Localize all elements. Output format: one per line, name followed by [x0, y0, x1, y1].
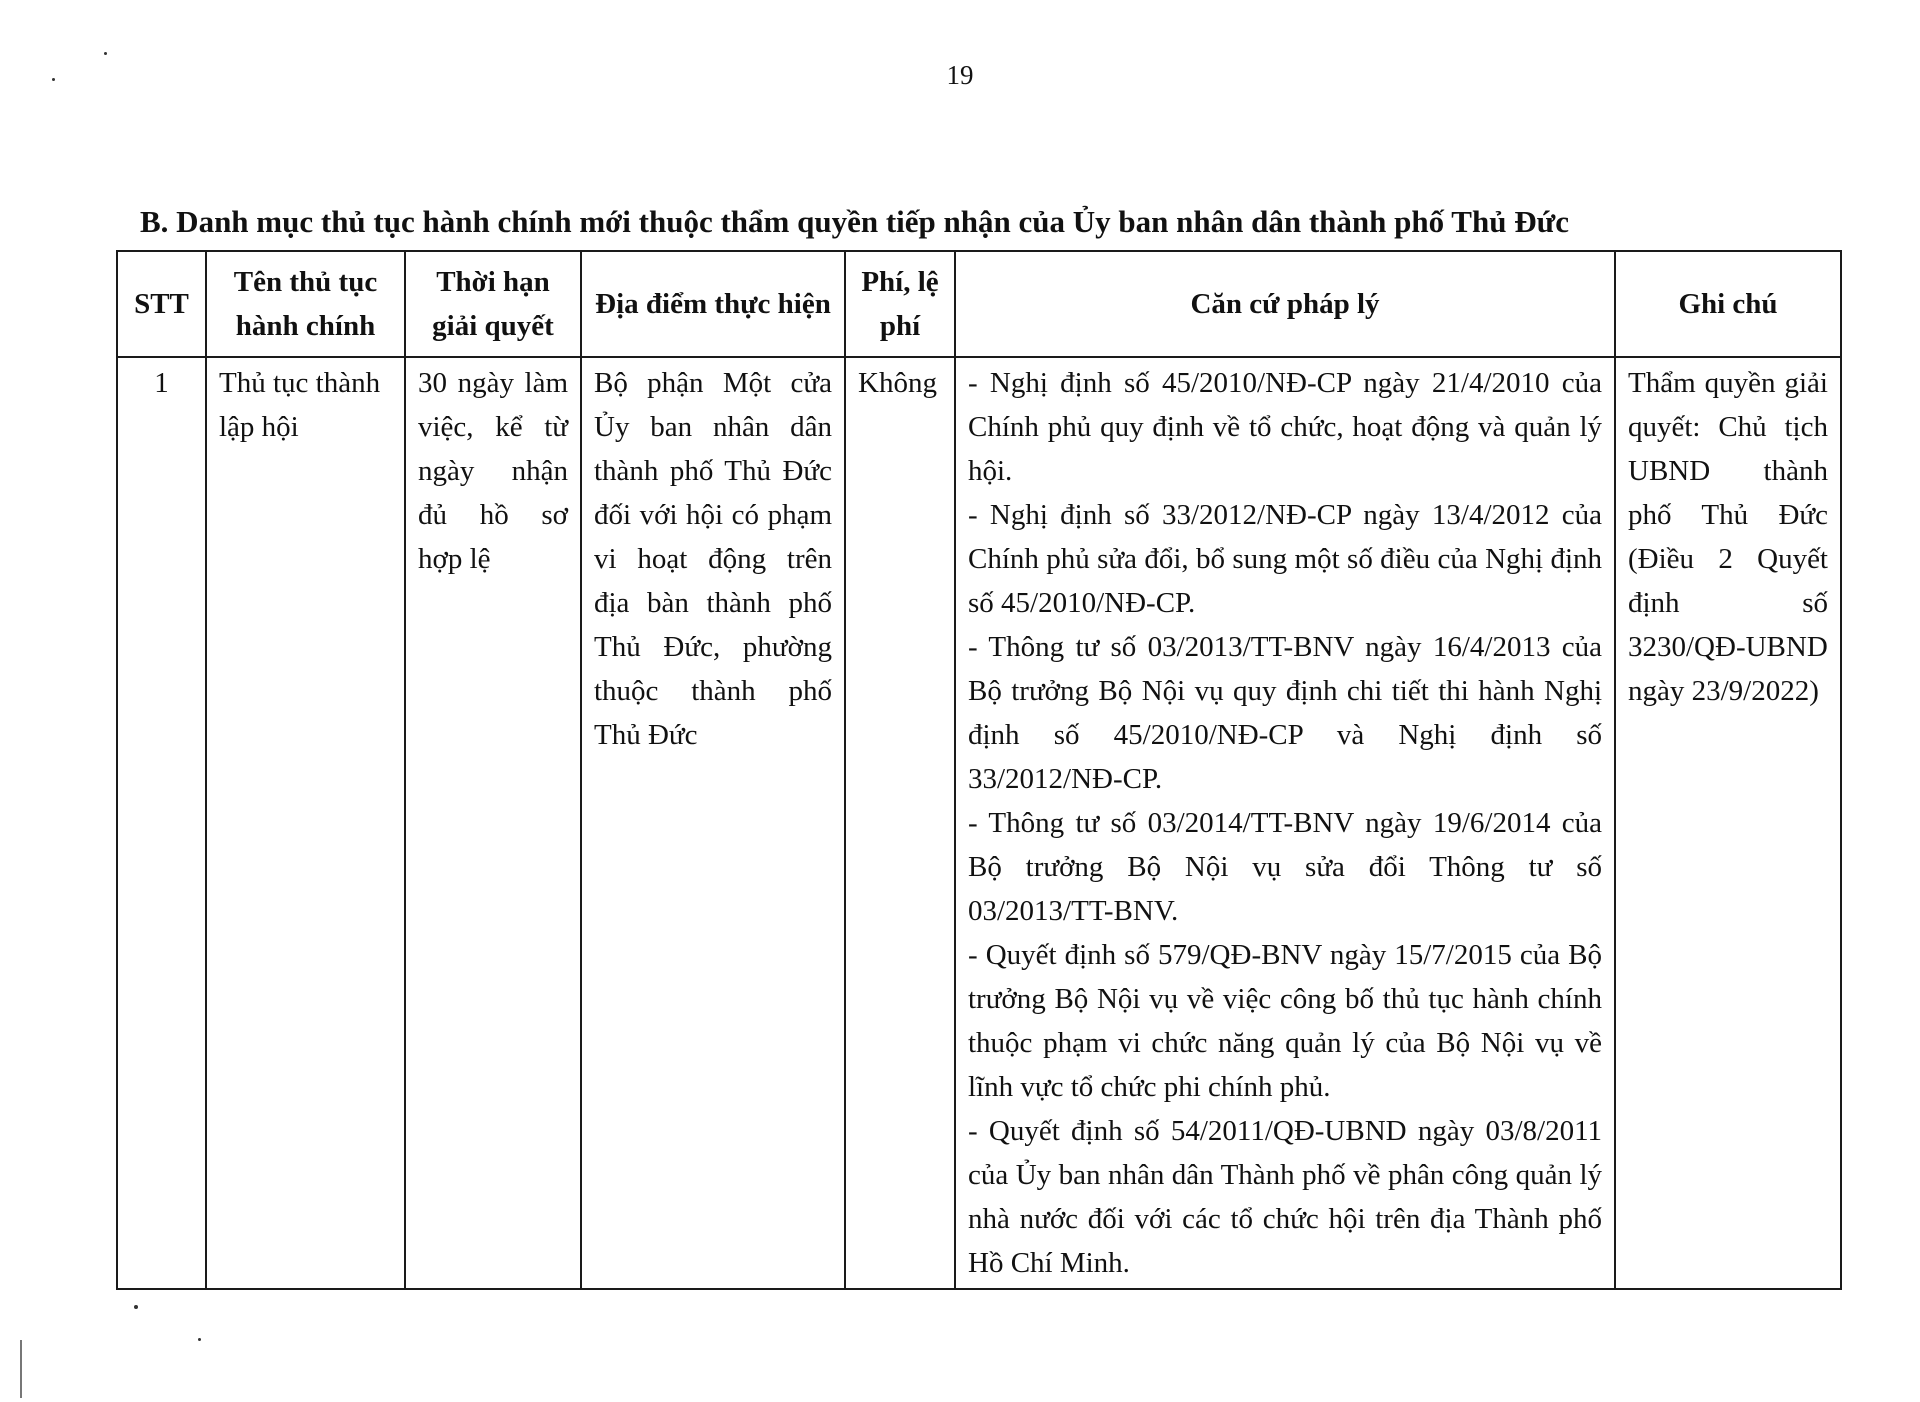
header-location: Địa điểm thực hiện	[581, 251, 845, 357]
table-header-row	[117, 251, 1841, 357]
scan-speck	[134, 1305, 138, 1309]
cell-note: Thẩm quyền giải quyết: Chủ tịch UBND thành phố Thủ Đức (Điều 2 Quyết định số 3230/QĐ-UBND ngày 23/9/2022)	[1615, 357, 1841, 1289]
scan-edge-line	[20, 1340, 22, 1398]
cell-procedure-name: Thủ tục thành lập hội	[206, 357, 405, 1289]
cell-location: Bộ phận Một cửa Ủy ban nhân dân thành phố Thủ Đức đối với hội có phạm vi hoạt động trên địa bàn thành phố Thủ Đức, phường thuộc thành phố Thủ Đức	[581, 357, 845, 1289]
header-fee: Phí, lệ phí	[845, 251, 955, 357]
legal-basis-item: - Thông tư số 03/2013/TT-BNV ngày 16/4/2013 của Bộ trưởng Bộ Nội vụ quy định chi tiết thi hành Nghị định số 45/2010/NĐ-CP và Nghị định số 33/2012/NĐ-CP.	[968, 631, 1602, 795]
legal-basis-item: - Nghị định số 45/2010/NĐ-CP ngày 21/4/2010 của Chính phủ quy định về tổ chức, hoạt động và quản lý hội.	[968, 367, 1602, 487]
legal-basis-item: - Quyết định số 54/2011/QĐ-UBND ngày 03/8/2011 của Ủy ban nhân dân Thành phố về phân công quản lý nhà nước đối với các tổ chức hội trên địa Thành phố Hồ Chí Minh.	[968, 1115, 1602, 1279]
cell-legal-basis	[955, 357, 1615, 1289]
header-procedure-name: Tên thủ tục hành chính	[206, 251, 405, 357]
scan-speck	[104, 52, 107, 55]
scan-speck	[198, 1338, 201, 1341]
cell-stt: 1	[117, 357, 206, 1289]
header-deadline: Thời hạn giải quyết	[405, 251, 581, 357]
header-note: Ghi chú	[1615, 251, 1841, 357]
procedures-table	[116, 250, 1842, 1290]
legal-basis-item: - Nghị định số 33/2012/NĐ-CP ngày 13/4/2012 của Chính phủ sửa đổi, bổ sung một số điều của Nghị định số 45/2010/NĐ-CP.	[968, 499, 1602, 619]
header-stt: STT	[117, 251, 206, 357]
legal-basis-item: - Quyết định số 579/QĐ-BNV ngày 15/7/2015 của Bộ trưởng Bộ Nội vụ về việc công bố thủ tục hành chính thuộc phạm vi chức năng quản lý của Bộ Nội vụ về lĩnh vực tổ chức phi chính phủ.	[968, 939, 1602, 1103]
section-title: B. Danh mục thủ tục hành chính mới thuộc thẩm quyền tiếp nhận của Ủy ban nhân dân thành phố Thủ Đức	[140, 204, 1569, 239]
cell-deadline: 30 ngày làm việc, kể từ ngày nhận đủ hồ sơ hợp lệ	[405, 357, 581, 1289]
page-number: 19	[946, 60, 974, 90]
cell-fee: Không	[845, 357, 955, 1289]
header-legal-basis: Căn cứ pháp lý	[955, 251, 1615, 357]
legal-basis-item: - Thông tư số 03/2014/TT-BNV ngày 19/6/2014 của Bộ trưởng Bộ Nội vụ sửa đổi Thông tư số 03/2013/TT-BNV.	[968, 807, 1602, 927]
table-row	[117, 357, 1841, 1289]
